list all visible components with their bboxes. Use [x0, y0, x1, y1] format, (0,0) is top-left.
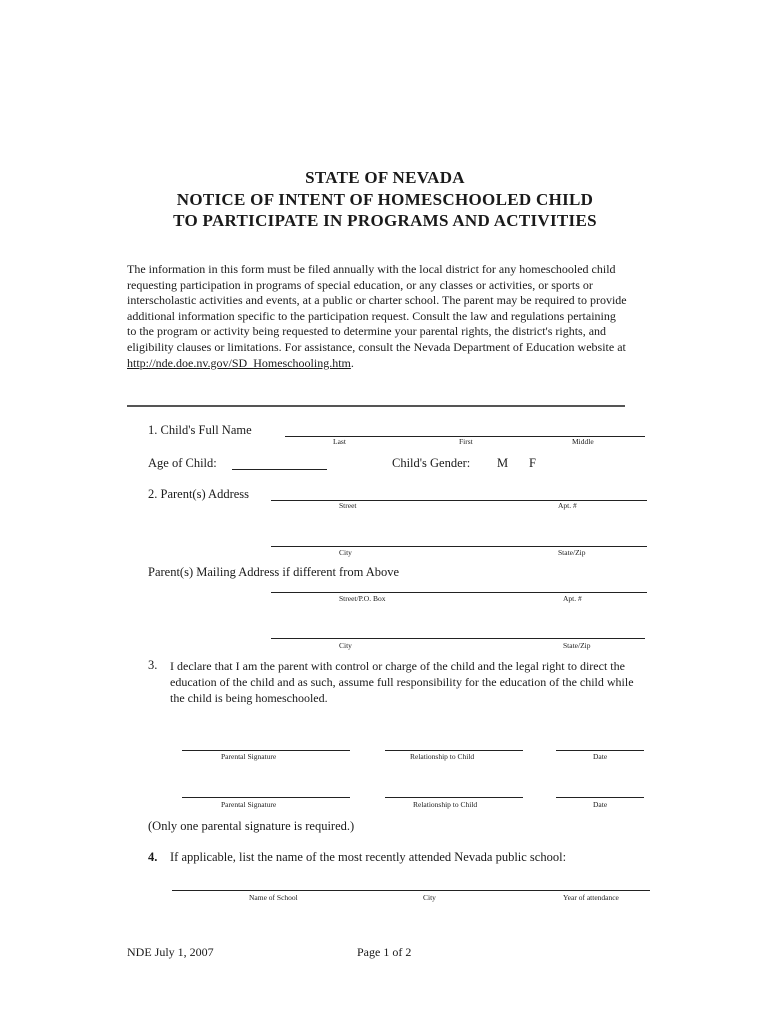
city-label: City — [339, 548, 352, 557]
form-title-notice: NOTICE OF INTENT OF HOMESCHOOLED CHILD — [176, 190, 594, 209]
name-of-school-label: Name of School — [249, 893, 298, 902]
intro-text: The information in this form must be filed annually with the local district for any homeschooled child requesting participation in programs of special education, or any classes or activities, or sports or interscholastic activities and events, at a public or charter school. The parent may be required to provide additional information specific to the participation request. Consult the law and regulations pertaining to the program or activity being requested to determine your parental rights, the district's rights, and eligibility clauses or limitations. For assistance, consult the Nevada Department of Education website at — [127, 262, 627, 354]
form-title-participate: TO PARTICIPATE IN PROGRAMS AND ACTIVITIES — [173, 211, 597, 230]
section-3-number: 3. — [148, 658, 158, 672]
relationship-field-1[interactable] — [385, 750, 523, 751]
date-label-1: Date — [593, 752, 608, 761]
parental-signature-label-2: Parental Signature — [221, 800, 277, 809]
parent-street-field[interactable] — [271, 500, 647, 501]
footer-date: NDE July 1, 2007 — [127, 945, 214, 959]
date-field-2[interactable] — [556, 797, 644, 798]
mailing-city-field[interactable] — [271, 638, 645, 639]
age-of-child-field[interactable] — [232, 469, 327, 470]
middle-name-label: Middle — [572, 437, 594, 446]
declaration-text: I declare that I am the parent with control or charge of the child and the legal right to direct the education of the child and as such, assume full responsibility for the education of the child while the child is being homeschooled. — [170, 659, 634, 705]
parent-city-field[interactable] — [271, 546, 647, 547]
mailing-address-label: Parent(s) Mailing Address if different from Above — [148, 565, 400, 579]
intro-end: . — [350, 355, 354, 370]
age-of-child-label: Age of Child: — [148, 456, 217, 470]
school-city-label: City — [423, 893, 436, 902]
parental-signature-field-1[interactable] — [182, 750, 350, 751]
page-number: Page 1 of 2 — [357, 945, 412, 959]
street-po-box-label: Street/P.O. Box — [339, 594, 386, 603]
gender-option-m[interactable]: M — [497, 456, 509, 470]
parent-address-label: 2. Parent(s) Address — [148, 487, 250, 501]
mailing-state-zip-label: State/Zip — [563, 641, 591, 650]
one-signature-note: (Only one parental signature is required.) — [148, 819, 355, 833]
apt-label: Apt. # — [558, 501, 577, 510]
childs-gender-label: Child's Gender: — [392, 456, 471, 470]
recent-school-field[interactable] — [172, 890, 650, 891]
parental-signature-field-2[interactable] — [182, 797, 350, 798]
street-label: Street — [339, 501, 357, 510]
parental-signature-label-1: Parental Signature — [221, 752, 277, 761]
mailing-city-label: City — [339, 641, 352, 650]
childs-full-name-label: 1. Child's Full Name — [148, 423, 252, 437]
mailing-apt-label: Apt. # — [563, 594, 582, 603]
section-4-number: 4. — [148, 850, 158, 864]
last-name-label: Last — [333, 437, 346, 446]
relationship-label-2: Relationship to Child — [413, 800, 478, 809]
intro-paragraph — [127, 262, 627, 371]
form-title-state: STATE OF NEVADA — [305, 168, 465, 187]
date-field-1[interactable] — [556, 750, 644, 751]
mailing-street-field[interactable] — [271, 592, 647, 593]
relationship-label-1: Relationship to Child — [410, 752, 475, 761]
section-divider — [127, 405, 625, 407]
homeschooling-link[interactable]: http://nde.doe.nv.gov/SD_Homeschooling.htm — [127, 355, 351, 370]
recent-school-prompt: If applicable, list the name of the most recently attended Nevada public school: — [170, 850, 567, 864]
relationship-field-2[interactable] — [385, 797, 523, 798]
gender-option-f[interactable]: F — [529, 456, 536, 470]
year-of-attendance-label: Year of attendance — [563, 893, 619, 902]
first-name-label: First — [459, 437, 473, 446]
date-label-2: Date — [593, 800, 608, 809]
state-zip-label: State/Zip — [558, 548, 586, 557]
